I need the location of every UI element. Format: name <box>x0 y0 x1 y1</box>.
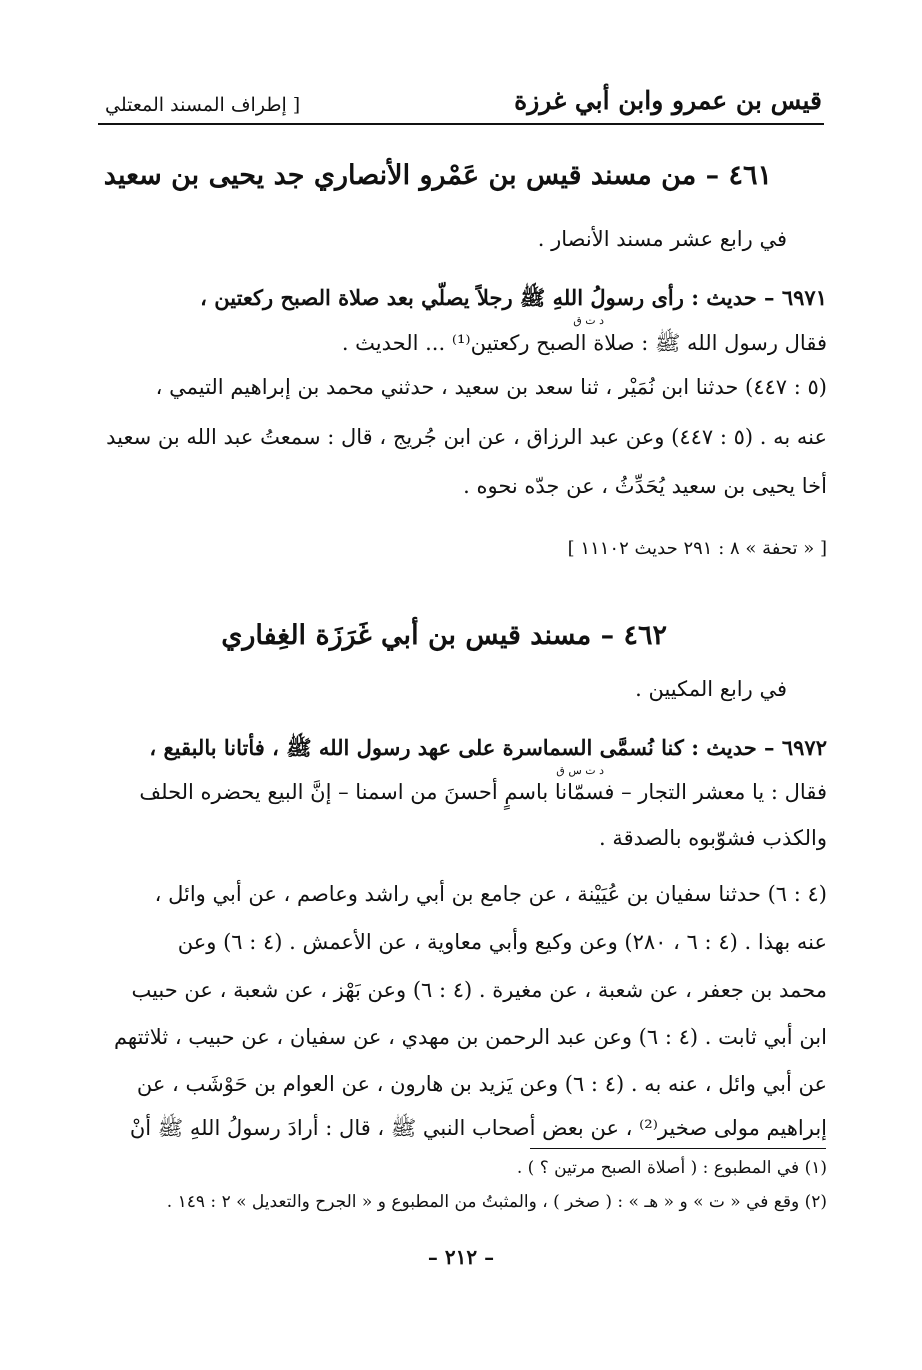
isnad-line: عنه بهذا . (٤ : ٦ ، ٢٨٠) وعن وكيع وأبي معاوية ، عن الأعمش . (٤ : ٦) وعن <box>177 930 827 954</box>
section-subtitle: في رابع عشر مسند الأنصار . <box>537 227 787 251</box>
hadith-text-line: فقال : يا معشر التجار – فسمّانا باسمٍ أحسنَ من اسمنا – إنَّ البيع يحضره الحلف <box>139 780 827 804</box>
footnote: (٢) وقع في « ت » و « هـ » : ( صخر ) ، والمثبتُ من المطبوع و « الجرح والتعديل » ٢ : ١٤٩ . <box>166 1192 827 1212</box>
isnad-line: عن أبي وائل ، عنه به . (٤ : ٦) وعن يَزيد بن هارون ، عن العوام بن حَوْشَب ، عن <box>136 1072 827 1096</box>
hadith-sigla: د ت ق <box>573 314 604 327</box>
isnad-line: ابن أبي ثابت . (٤ : ٦) وعن عبد الرحمن بن مهدي ، عن سفيان ، عن حبيب ، ثلاثتهم <box>113 1025 827 1049</box>
header-divider <box>98 123 824 125</box>
section-title: ٤٦٢ – مسند قيس بن أبي غَرَزَة الغِفاري <box>221 620 667 651</box>
page-number: – ٢١٢ – <box>427 1245 495 1269</box>
hadith-sigla: د ت س ق <box>556 764 604 777</box>
footnote-divider <box>530 1148 826 1149</box>
isnad-line: (٥ : ٤٤٧) حدثنا ابن نُمَيْر ، ثنا سعد بن سعيد ، حدثني محمد بن إبراهيم التيمي ، <box>155 375 827 399</box>
running-header-book: [ إطراف المسند المعتلي <box>105 94 301 116</box>
isnad-line: إبراهيم مولى صخير⁽²⁾ ، عن بعض أصحاب النبي ﷺ ، قال : أرادَ رسولُ اللهِ ﷺ أنْ <box>129 1116 827 1140</box>
isnad-line: محمد بن جعفر ، عن شعبة ، عن مغيرة . (٤ : ٦) وعن بَهْز ، عن شعبة ، عن حبيب <box>131 978 827 1002</box>
running-header-title: قيس بن عمرو وابن أبي غرزة <box>514 86 822 115</box>
hadith-text-line: ٦٩٧٢ – حديث : كنا نُسمَّى السماسرة على عهد رسول الله ﷺ ، فأتانا بالبقيع ، <box>149 735 827 760</box>
isnad-line: أخا يحيى بن سعيد يُحَدِّثُ ، عن جدّه نحوه . <box>463 474 827 498</box>
isnad-line: عنه به . (٥ : ٤٤٧) وعن عبد الرزاق ، عن ابن جُريج ، قال : سمعتُ عبد الله بن سعيد <box>106 425 827 449</box>
section-subtitle: في رابع المكيين . <box>635 677 787 701</box>
hadith-text-line: ٦٩٧١ – حديث : رأى رسولُ اللهِ ﷺ رجلاً يصلّي بعد صلاة الصبح ركعتين ، <box>200 285 827 310</box>
footnote: (١) في المطبوع : ( أصلاة الصبح مرتين ؟ ) . <box>516 1158 827 1178</box>
tuhfa-reference: [ « تحفة » ٨ : ٢٩١ حديث ١١١٠٢ ] <box>567 538 827 559</box>
hadith-text-line: فقال رسول الله ﷺ : صلاة الصبح ركعتين⁽¹⁾ ... الحديث . <box>341 331 827 355</box>
section-title: ٤٦١ – من مسند قيس بن عَمْرو الأنصاري جد يحيى بن سعيد <box>103 160 772 191</box>
hadith-text-line: والكذب فشوّبوه بالصدقة . <box>599 826 827 850</box>
isnad-line: (٤ : ٦) حدثنا سفيان بن عُيَيْنة ، عن جامع بن أبي راشد وعاصم ، عن أبي وائل ، <box>154 882 827 906</box>
